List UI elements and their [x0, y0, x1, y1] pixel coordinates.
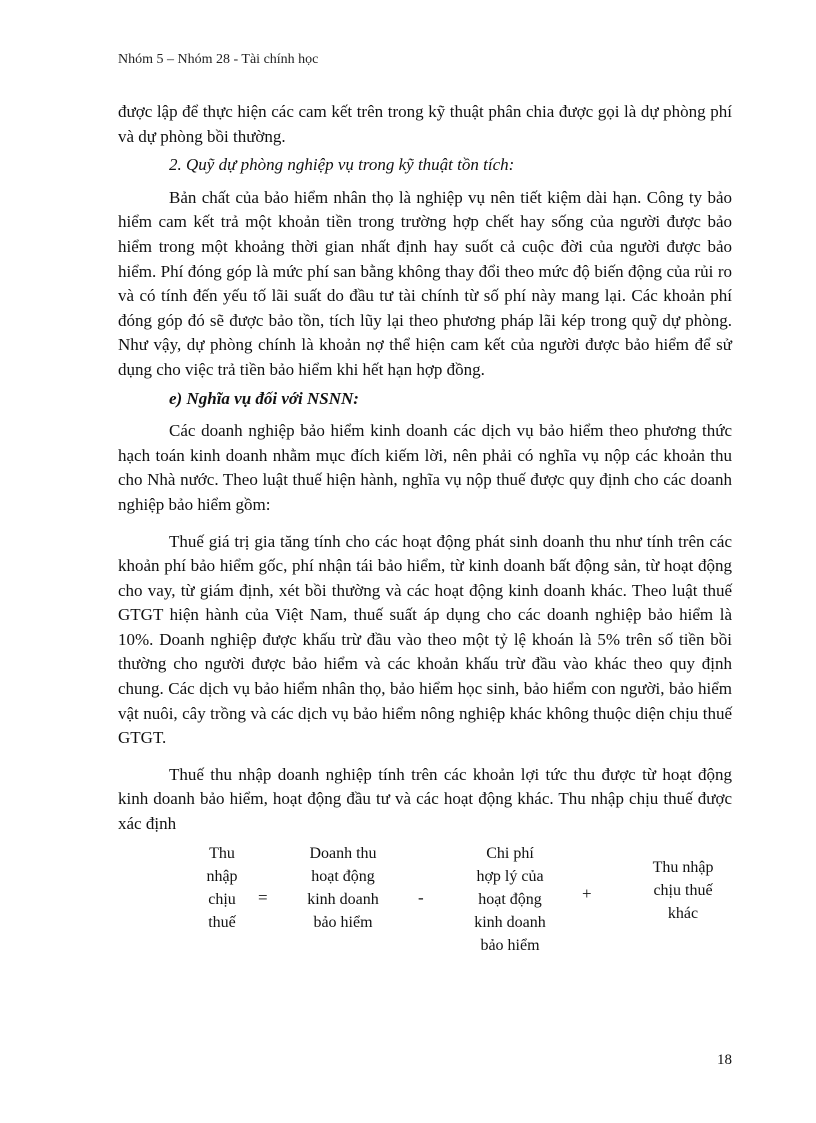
body-text	[118, 100, 732, 837]
paragraph-life-insurance: Bản chất của bảo hiểm nhân thọ là nghiệp vụ nên tiết kiệm dài hạn. Công ty bảo hiểm cam kết trả một khoản tiền trong trường hợp chết hay sống của người được bảo hiểm trong một khoảng thời gian nhất định hay suốt cả cuộc đời của người được bảo hiểm. Phí đóng góp là mức phí san bằng không thay đổi theo mức độ biến động của rủi ro và có tính đến yếu tố lãi suất do đầu tư tài chính từ số phí này mang lại. Các khoản phí đóng góp đó sẽ được bảo tồn, tích lũy lại theo phương pháp lãi kép trong quỹ dự phòng. Như vậy, dự phòng chính là khoản nợ thể hiện cam kết của người được bảo hiểm để sử dụng cho việc trả tiền bảo hiểm khi hết hạn hợp đồng.	[118, 187, 732, 379]
formula-revenue	[288, 842, 398, 934]
paragraph-continuation: được lập để thực hiện các cam kết trên trong kỹ thuật phân chia được gọi là dự phòng phí và dự phòng bồi thường.	[118, 102, 732, 146]
page-number: 18	[717, 1052, 732, 1068]
plus-sign: +	[582, 884, 592, 903]
formula-text: hợp lý của	[476, 868, 544, 885]
formula-other-income	[628, 856, 738, 925]
subheading-technical-reserve: 2. Quỹ dự phòng nghiệp vụ trong kỹ thuật tồn tích:	[169, 155, 515, 175]
formula-text: Thu	[209, 845, 235, 862]
paragraph-vat: Thuế giá trị gia tăng tính cho các hoạt động phát sinh doanh thu như tính trên các khoản phí bảo hiểm gốc, phí nhận tái bảo hiểm, từ kinh doanh bất động sản, từ hoạt động cho vay, từ giám định, xét bồi thường và các hoạt động kinh doanh khác. Theo luật thuế GTGT hiện hành của Việt Nam, thuế suất áp dụng cho các doanh nghiệp bảo hiểm là 10%. Doanh nghiệp được khấu trừ đầu vào theo một tỷ lệ khoán là 5% trên số tiền bồi thường cho người được bảo hiểm và các khoản khấu trừ đầu vào khác theo quy định chung. Các dịch vụ bảo hiểm nhân thọ, bảo hiểm học sinh, bảo hiểm con người, bảo hiểm vật nuôi, cây trồng và các dịch vụ bảo hiểm nông nghiệp khác không thuộc diện chịu thuế GTGT.	[118, 531, 732, 748]
formula-text: khác	[667, 905, 699, 922]
formula-text: bảo hiểm	[480, 937, 540, 954]
formula-text: nhập	[206, 868, 238, 885]
minus-sign: -	[418, 888, 424, 907]
formula-text: chịu thuế	[653, 882, 713, 899]
formula-text: kinh doanh	[307, 891, 379, 908]
formula-text: thuế	[208, 914, 236, 931]
formula-lhs	[192, 842, 252, 934]
formula-text: Thu nhập	[652, 859, 714, 876]
taxable-income-formula	[0, 842, 816, 972]
paragraph-obligations: Các doanh nghiệp bảo hiểm kinh doanh các dịch vụ bảo hiểm theo phương thức hạch toán kinh doanh nhằm mục đích kiếm lời, nên phải có nghĩa vụ nộp các khoản thu cho Nhà nước. Theo luật thuế hiện hành, nghĩa vụ nộp thuế được quy định cho các doanh nghiệp bảo hiểm gồm:	[118, 421, 732, 514]
formula-text: hoạt động	[311, 868, 375, 885]
heading-obligations-nsnn: e) Nghĩa vụ đối với NSNN:	[169, 388, 359, 408]
formula-text: Doanh thu	[309, 845, 377, 862]
formula-text: kinh doanh	[474, 914, 546, 931]
page-header: Nhóm 5 – Nhóm 28 - Tài chính học	[118, 52, 319, 67]
formula-text: hoạt động	[478, 891, 542, 908]
equals-sign: =	[258, 888, 268, 907]
formula-text: chịu	[208, 891, 236, 908]
formula-text: Chi phí	[486, 845, 534, 862]
formula-expenses	[455, 842, 565, 957]
formula-text: bảo hiểm	[313, 914, 373, 931]
paragraph-corporate-tax: Thuế thu nhập doanh nghiệp tính trên các khoản lợi tức thu được từ hoạt động kinh doanh bảo hiểm, hoạt động đầu tư và các hoạt động khác. Thu nhập chịu thuế được xác định	[118, 764, 732, 834]
